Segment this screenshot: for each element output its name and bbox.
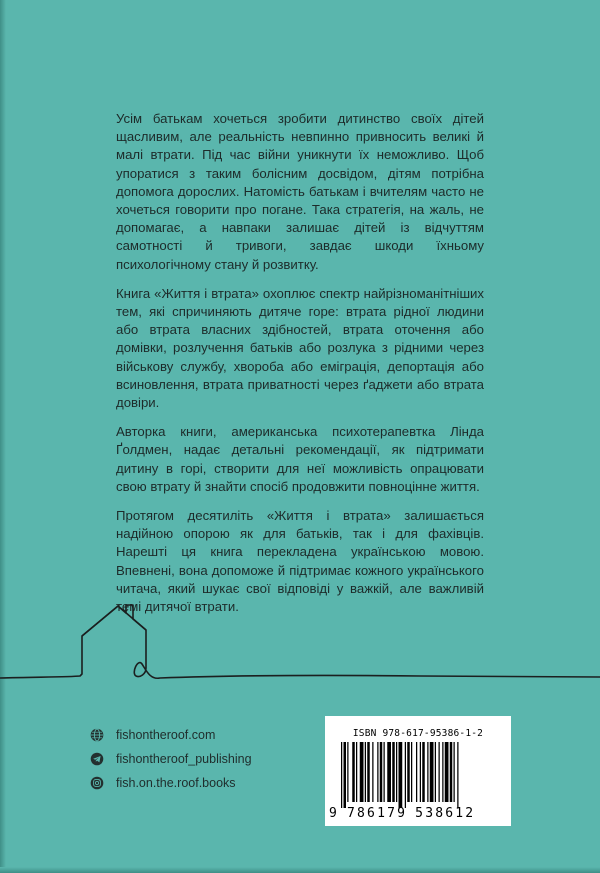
- instagram-link[interactable]: [90, 771, 252, 795]
- barcode-bar: [445, 742, 449, 802]
- barcode-bar: [430, 742, 434, 802]
- publisher-links: [90, 723, 252, 795]
- barcode-bar: [372, 742, 373, 802]
- barcode-bar: [411, 742, 412, 802]
- barcode-digit-group-2: 538612: [415, 806, 476, 821]
- barcode-bar: [416, 742, 417, 802]
- barcode-bar: [454, 742, 455, 802]
- barcode-bar: [396, 742, 397, 802]
- instagram-text: fish.on.the.roof.books: [116, 776, 236, 790]
- barcode-bar: [341, 742, 342, 808]
- barcode-bar: [377, 742, 378, 802]
- telegram-icon: [90, 752, 104, 766]
- house-line-illustration: [0, 598, 600, 698]
- barcode-bar: [420, 742, 421, 802]
- barcode-bar: [427, 742, 428, 802]
- barcode-bar: [344, 742, 347, 808]
- barcode-bar: [435, 742, 436, 802]
- barcode-bar: [347, 742, 348, 802]
- barcode-bar: [399, 742, 403, 808]
- barcode-bar: [407, 742, 410, 802]
- barcode-bars: [341, 742, 505, 808]
- barcode-bar: [380, 742, 383, 802]
- barcode-bar: [422, 742, 425, 802]
- barcode-bar: [405, 742, 406, 808]
- barcode-bar: [352, 742, 355, 802]
- barcode-bar: [384, 742, 385, 802]
- barcode-bar: [442, 742, 443, 802]
- barcode-digits: [329, 806, 511, 821]
- barcode-bar: [365, 742, 366, 802]
- blurb-paragraph-4: Протягом десятиліть «Життя і втрата» залишається надійною опорою як для батьків, так і для фахівців. Нарешті ця книга перекладена українською мовою. Впевнені, вона допоможе й підтримає кожного українського читача, який шукає свої відповіді у важкій, але важливій темі дитячої втрати.: [116, 508, 484, 615]
- isbn-barcode: [325, 716, 511, 826]
- barcode-bar: [439, 742, 440, 802]
- barcode-bar: [360, 742, 364, 802]
- telegram-text: fishontheroof_publishing: [116, 752, 252, 766]
- telegram-link[interactable]: [90, 747, 252, 771]
- blurb-paragraph-3: Авторка книги, американська психотерапевтка Лінда Ґолдмен, надає детальні рекомендації, як підтримати дитину в горі, створити для неї можливість опрацювати свою втрату й знайти спосіб продовжити повноцінне життя.: [116, 424, 484, 494]
- blurb-paragraph-2: Книга «Життя і втрата» охоплює спектр найрізноманітніших тем, які спричиняють дитяче горе: втрата рідної людини або втрата власних здібностей, втрата оточення або домівки, розлучення батьків або розлука з рідними через військову службу, хвороба або еміграція, депортація або всиновлення, втрата приватності через ґаджети або втрата довіри.: [116, 285, 484, 411]
- barcode-bar: [392, 742, 395, 802]
- globe-icon: [90, 728, 104, 742]
- instagram-icon: [90, 776, 104, 790]
- blurb-paragraph-1: Усім батькам хочеться зробити дитинство своїх дітей щасливим, але реальність невпинно привносить великі й малі втрати. Під час війни уникнути їх неможливо. Щоб упоратися з таким болісним досвідом, дітям потрібна допомога дорослих. Натомість батькам і вчителям часто не хочеться говорити про погане. Така стратегія, на жаль, не допомагає, а навпаки залишає дітей із відчуттям самотності й тривоги, завдає шкоди їхньому психологічному стану й розвитку.: [116, 111, 484, 272]
- cover-bottom-edge: [0, 867, 600, 873]
- barcode-bar: [356, 742, 357, 802]
- barcode-digit-first: 9: [329, 806, 337, 821]
- barcode-digit-group-1: 786179: [347, 806, 408, 821]
- blurb-text: [116, 110, 484, 627]
- cover-left-edge: [0, 0, 6, 873]
- barcode-bar: [450, 742, 453, 802]
- website-link[interactable]: [90, 723, 252, 747]
- barcode-bar: [457, 742, 458, 808]
- barcode-bar: [367, 742, 370, 802]
- barcode-bar: [387, 742, 391, 802]
- isbn-label: ISBN 978-617-95386-1-2: [352, 728, 484, 739]
- website-text: fishontheroof.com: [116, 728, 216, 742]
